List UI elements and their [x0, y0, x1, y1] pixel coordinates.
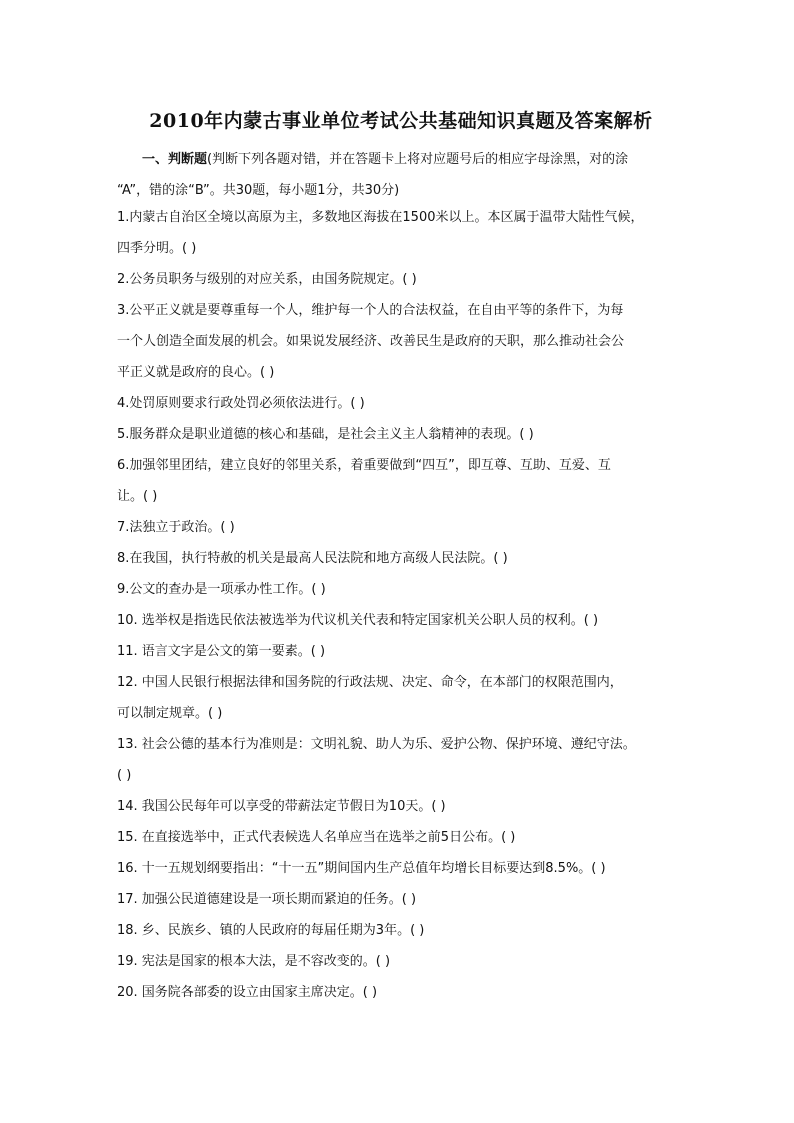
question-item	[117, 295, 685, 388]
question-item	[117, 915, 685, 946]
question-text-line: 9.公文的查办是一项承办性工作。( )	[117, 582, 326, 597]
question-text-line: 7.法独立于政治。( )	[117, 520, 235, 535]
question-item	[117, 791, 685, 822]
question-text-line: 16. 十一五规划纲要指出：“十一五”期间国内生产总值年均增长目标要达到8.5%。( )	[117, 861, 606, 876]
question-item	[117, 605, 685, 636]
question-item	[117, 946, 685, 977]
question-text-line: 12. 中国人民银行根据法律和国务院的行政法规、决定、命令，在本部门的权限范围内，	[117, 675, 623, 690]
question-list	[117, 202, 685, 1008]
question-text-line: 13. 社会公德的基本行为准则是：文明礼貌、助人为乐、爱护公物、保护环境、遵纪守法。	[117, 737, 636, 752]
question-item	[117, 977, 685, 1008]
question-text-line: 17. 加强公民道德建设是一项长期而紧迫的任务。( )	[117, 892, 417, 907]
question-item	[117, 636, 685, 667]
question-text-line: 四季分明。( )	[117, 241, 197, 256]
question-text-line: 15. 在直接选举中，正式代表候选人名单应当在选举之前5日公布。( )	[117, 830, 516, 845]
document-title: 2010年内蒙古事业单位考试公共基础知识真题及答案解析	[149, 110, 653, 132]
question-item	[117, 202, 685, 264]
question-item	[117, 574, 685, 605]
question-item	[117, 512, 685, 543]
section-intro	[117, 144, 685, 206]
question-text-line: 10. 选举权是指选民依法被选举为代议机关代表和特定国家机关公职人员的权利。( )	[117, 613, 599, 628]
question-item	[117, 543, 685, 574]
question-item	[117, 822, 685, 853]
question-text-line: 让。( )	[117, 489, 158, 504]
question-text-line: 18. 乡、民族乡、镇的人民政府的每届任期为3年。( )	[117, 923, 425, 938]
question-text-line: 6.加强邻里团结，建立良好的邻里关系，着重要做到“四互”，即互尊、互助、互爱、互	[117, 458, 611, 473]
section-heading: 一、判断题	[142, 152, 208, 167]
question-text-line: 可以制定规章。( )	[117, 706, 223, 721]
question-item	[117, 667, 685, 729]
question-text-line: 一个人创造全面发展的机会。如果说发展经济、改善民生是政府的天职，那么推动社会公	[117, 334, 625, 349]
question-item	[117, 419, 685, 450]
question-text-line: 8.在我国，执行特赦的机关是最高人民法院和地方高级人民法院。( )	[117, 551, 508, 566]
question-item	[117, 853, 685, 884]
section-intro-line-1	[117, 144, 685, 175]
section-instructions-line-2: “A”，错的涂“B”。共30题，每小题1分，共30分)	[117, 183, 400, 198]
question-text-line: 14. 我国公民每年可以享受的带薪法定节假日为10天。( )	[117, 799, 446, 814]
question-text-line: 11. 语言文字是公文的第一要素。( )	[117, 644, 326, 659]
question-item	[117, 450, 685, 512]
question-text-line: ( )	[117, 768, 132, 783]
question-item	[117, 729, 685, 791]
question-text-line: 平正义就是政府的良心。( )	[117, 365, 275, 380]
question-text-line: 2.公务员职务与级别的对应关系，由国务院规定。( )	[117, 272, 417, 287]
question-text-line: 5.服务群众是职业道德的核心和基础，是社会主义主人翁精神的表现。( )	[117, 427, 534, 442]
section-instructions-line-1: (判断下列各题对错，并在答题卡上将对应题号后的相应字母涂黑，对的涂	[207, 152, 629, 167]
question-text-line: 1.内蒙古自治区全境以高原为主，多数地区海拔在1500米以上。本区属于温带大陆性气候，	[117, 210, 644, 225]
question-text-line: 3.公平正义就是要尊重每一个人，维护每一个人的合法权益，在自由平等的条件下，为每	[117, 303, 624, 318]
question-text-line: 19. 宪法是国家的根本大法，是不容改变的。( )	[117, 954, 391, 969]
question-text-line: 20. 国务院各部委的设立由国家主席决定。( )	[117, 985, 378, 1000]
question-text-line: 4.处罚原则要求行政处罚必须依法进行。( )	[117, 396, 365, 411]
question-item	[117, 388, 685, 419]
question-item	[117, 884, 685, 915]
question-item	[117, 264, 685, 295]
